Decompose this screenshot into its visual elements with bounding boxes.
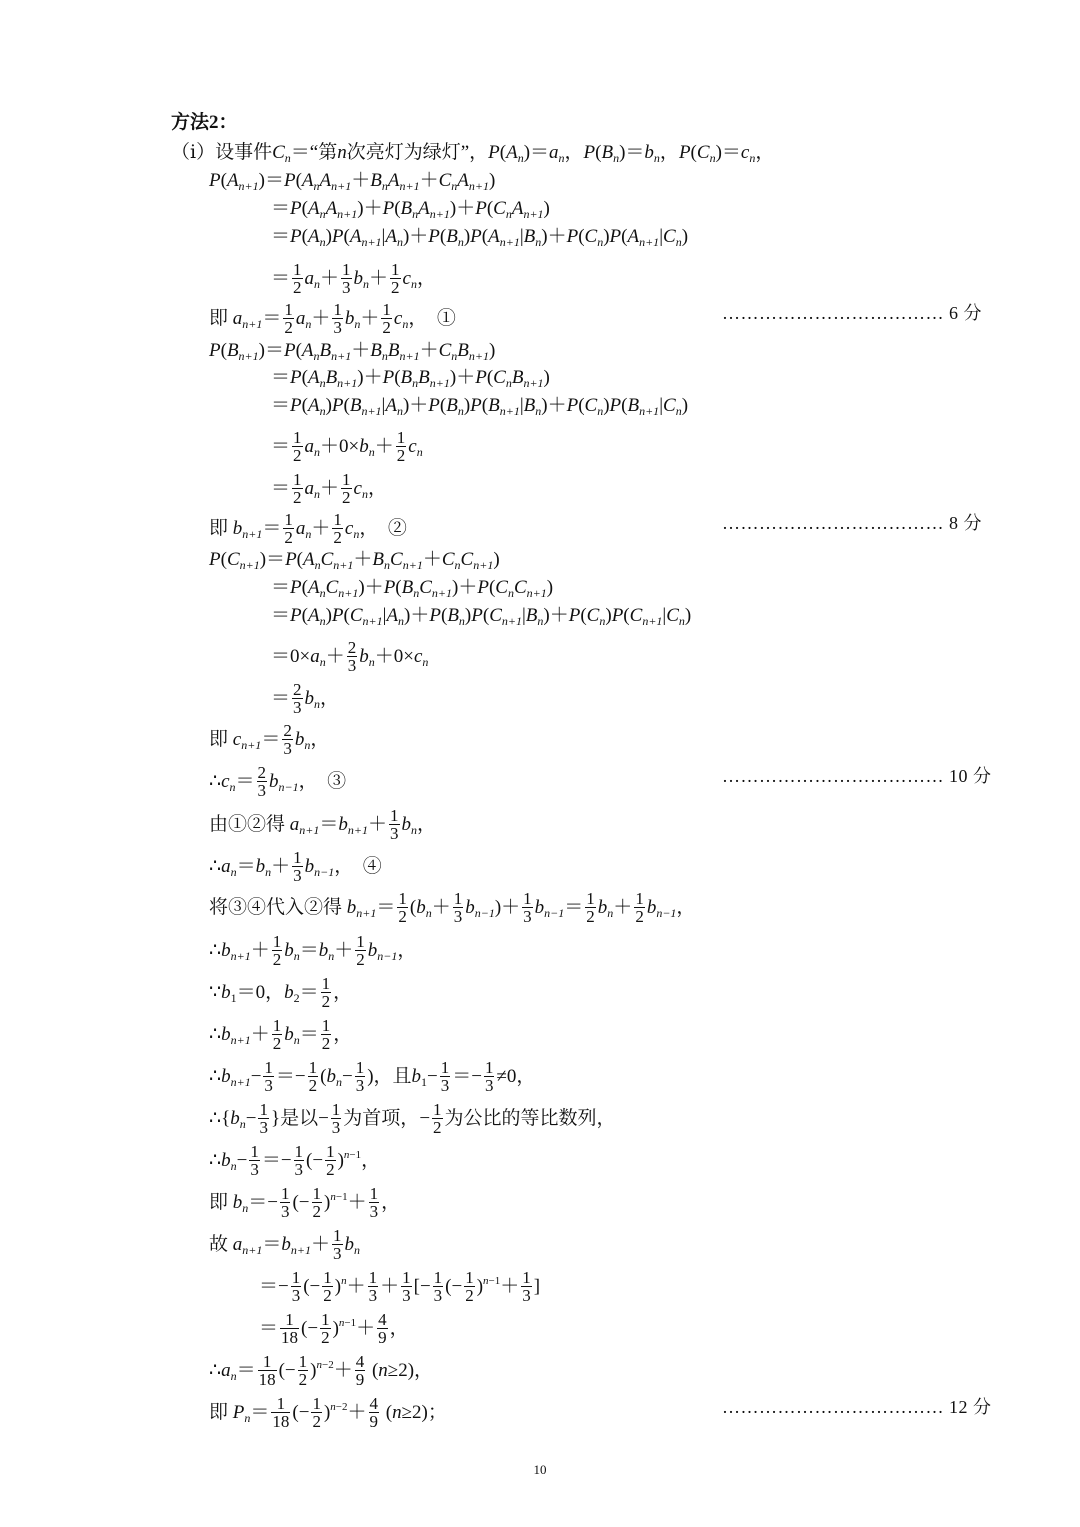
eq-pa-4: ＝ $\frac{1}{2}$ $a_n+$ $\frac{1}{3}$ $b_n+$ $\frac{1}{2}$ $c_n$，	[271, 260, 436, 297]
eq-pa-3: $=P(A_n)P(A_{n+1}|A_n)+P(B_n)P(A_{n+1}|B_n)+P(C_n)P(A_{n+1}|C_n)$	[271, 226, 689, 249]
word-ji: 即	[209, 1191, 229, 1213]
word-shouxiang: 为首项，	[343, 1107, 420, 1129]
eq-an: $\therefore a_n=b_n+$ $\frac{1}{3}$ $b_{n-1}$， ④	[209, 848, 382, 885]
eq-an1-2: ＝− $\frac{1}{3}$ (− $\frac{1}{2}$ )$^n$＋ $\frac{1}{3}$ ＋ $\frac{1}{3}$ [− $\frac{1}{3}$ (− $\frac{1}{2}$ )$^{n-1}$＋ $\frac{1}{3}$ ]	[259, 1268, 541, 1305]
eq-pb-3: $=P(A_n)P(B_{n+1}|A_n)+P(B_n)P(B_{n+1}|B_n)+P(C_n)P(B_{n+1}|C_n)$	[271, 395, 689, 418]
eq-pb-1: $P(B_{n+1})=P(A_nB_{n+1}+B_nB_{n+1}+C_nB_{n+1})$	[209, 340, 496, 363]
score-6: ……………………………… 6 分	[722, 303, 982, 323]
score-12: ……………………………… 12 分	[722, 1397, 992, 1417]
eq-pb-5: ＝ $\frac{1}{2}$ $a_n+$ $\frac{1}{2}$ $c_n$，	[271, 470, 387, 507]
marker-1: ①	[436, 307, 456, 329]
word-sub34: 将③④代入②得	[209, 896, 343, 918]
eq-invariant: $\therefore b_{n+1}+$ $\frac{1}{2}$ $b_n=b_n+$ $\frac{1}{2}$ $b_{n-1}$，	[209, 932, 417, 969]
page-number: 10	[533, 1462, 547, 1477]
marker-2: ②	[387, 517, 407, 539]
eq-pb-4: ＝ $\frac{1}{2}$ $a_n+0\times b_n+$ $\frac{1}{2}$ $c_n$	[271, 428, 423, 465]
eq-an1-1: 故 $a_{n+1}=b_{n+1}+$ $\frac{1}{3}$ $b_n$	[209, 1226, 361, 1263]
eq-bn: 即 $b_n=-$ $\frac{1}{3}$ (− $\frac{1}{2}$ )$^{n-1}$＋ $\frac{1}{3}$ ，	[209, 1184, 401, 1221]
eq-a-recur: 即 $a_{n+1}=$ $\frac{1}{2}$ $a_n+$ $\frac{1}{3}$ $b_n+$ $\frac{1}{2}$ $c_n$， ①	[209, 300, 456, 337]
word-gu: 故	[209, 1233, 229, 1255]
intro-label: （ⅰ）设事件	[171, 142, 273, 163]
intro-event-close: 次亮灯为绿灯”，	[346, 142, 489, 163]
eq-b-recur: 即 $b_{n+1}=$ $\frac{1}{2}$ $a_n+$ $\frac{1}{2}$ $c_n$， ②	[209, 510, 407, 547]
eq-substitute: 将③④代入②得 $b_{n+1}=$ $\frac{1}{2}$ ($b_n+$ $\frac{1}{3}$ $b_{n-1})+$ $\frac{1}{3}$ $b_{n-1}=$ $\frac{1}{2}$ $b_n+$ $\frac{1}{2}$ $b_{n-1}$，	[209, 889, 696, 926]
eq-pa-2: $=P(A_nA_{n+1})+P(B_nA_{n+1})+P(C_nA_{n+1})$	[271, 198, 550, 221]
word-ji: 即	[209, 728, 229, 750]
word-you12: 由①②得	[209, 813, 286, 835]
eq-pc-2: $=P(A_nC_{n+1})+P(B_nC_{n+1})+P(C_nC_{n+1})$	[271, 577, 554, 600]
eq-an1-3: ＝ $\frac{1}{18}$ (− $\frac{1}{2}$ )$^{n-1}$＋ $\frac{4}{9}$ ，	[259, 1310, 409, 1347]
eq-pn-final: 即 $P_n=$ $\frac{1}{18}$ (− $\frac{1}{2}$ )$^{n-2}$＋ $\frac{4}{9}$ (n≥2)；	[209, 1394, 447, 1431]
marker-4: ④	[362, 855, 382, 877]
eq-pb-2: $=P(A_nB_{n+1})+P(B_nB_{n+1})+P(C_nB_{n+1})$	[271, 367, 550, 390]
intro-event-open: “第	[309, 142, 338, 163]
eq-pc-5: ＝ $\frac{2}{3}$ $b_n$，	[271, 680, 340, 717]
eq-pc-4: $=0\times a_n+$ $\frac{2}{3}$ $b_n+0\times c_n$	[271, 638, 429, 675]
eq-c-recur: 即 $c_{n+1}=$ $\frac{2}{3}$ $b_n$，	[209, 721, 330, 758]
word-ji: 即	[209, 1401, 229, 1423]
eq-pc-1: $P(C_{n+1})=P(A_nC_{n+1}+B_nC_{n+1}+C_nC_{n+1})$	[209, 549, 500, 572]
eq-initial: $\because b_1=0$，$b_2=$ $\frac{1}{2}$ ，	[209, 974, 353, 1011]
marker-3: ③	[327, 770, 347, 792]
eq-an-final: $\therefore a_n=$ $\frac{1}{18}$ (− $\frac{1}{2}$ )$^{n-2}$＋ $\frac{4}{9}$ (n≥2)，	[209, 1352, 434, 1389]
eq-geometric: $\therefore b_{n+1}-$ $\frac{1}{3}$ ＝− $\frac{1}{2}$ ($b_n-$ $\frac{1}{3}$ )，且$b_1-$ $\frac{1}{3}$ ＝− $\frac{1}{3}$ ≠0，	[209, 1058, 536, 1095]
eq-const: $\therefore b_{n+1}+$ $\frac{1}{2}$ $b_n=$ $\frac{1}{2}$ ，	[209, 1016, 353, 1053]
score-10: ……………………………… 10 分	[722, 766, 992, 786]
word-shi: 是以	[280, 1107, 319, 1129]
word-ji: 即	[209, 517, 229, 539]
score-8: ……………………………… 8 分	[722, 513, 982, 533]
eq-sequence: $\therefore\{b_n-$ $\frac{1}{3}$ }是以− $\frac{1}{3}$ 为首项，− $\frac{1}{2}$ 为公比的等比数列，	[209, 1100, 616, 1137]
eq-pc-3: $=P(A_n)P(C_{n+1}|A_n)+P(B_n)P(C_{n+1}|B_n)+P(C_n)P(C_{n+1}|C_n)$	[271, 605, 692, 628]
eq-pa-1: $P(A_{n+1})=P(A_nA_{n+1}+B_nA_{n+1}+C_nA_{n+1})$	[209, 170, 496, 193]
word-ji: 即	[209, 307, 229, 329]
word-qie: ，且	[373, 1065, 412, 1087]
eq-bn-minus: $\therefore b_n-$ $\frac{1}{3}$ ＝− $\frac{1}{3}$ (− $\frac{1}{2}$ )$^{n-1}$，	[209, 1142, 381, 1179]
intro-line: （ⅰ）设事件$C_n=“$第n次亮灯为绿灯”，$P(A_n)=a_n$，$P(B_n)=b_n$，$P(C_n)=c_n$，	[171, 142, 775, 165]
word-gongbi: 为公比的等比数列，	[444, 1107, 616, 1129]
method-heading: 方法2：	[171, 112, 238, 133]
eq-from12: 由①②得 $a_{n+1}=b_{n+1}+$ $\frac{1}{3}$ $b_n$，	[209, 806, 437, 843]
eq-cn: $\therefore c_n=$ $\frac{2}{3}$ $b_{n-1}$， ③	[209, 763, 347, 800]
